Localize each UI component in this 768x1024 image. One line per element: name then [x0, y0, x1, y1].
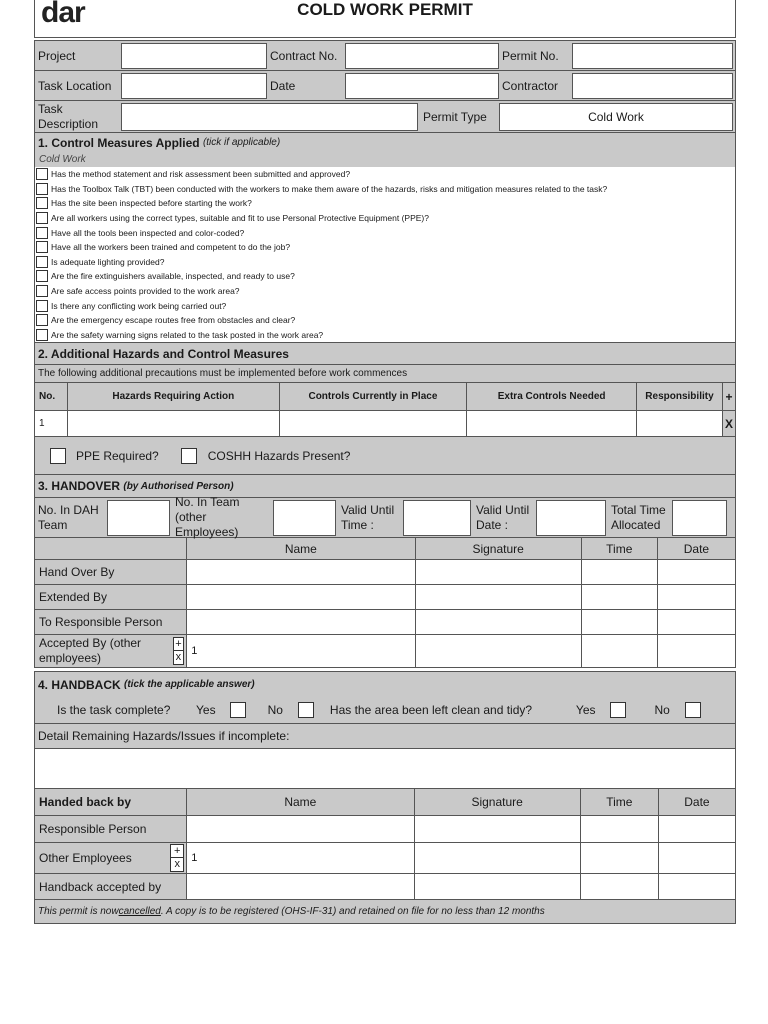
section4-title: 4. HANDBACK	[38, 677, 121, 692]
q-area-clean: Has the area been left clean and tidy?	[329, 703, 533, 718]
col-controls: Controls Currently in Place	[279, 383, 467, 411]
col-name: Name	[187, 789, 414, 816]
contract-no-field[interactable]	[345, 43, 499, 69]
date-cell[interactable]	[658, 816, 735, 843]
checklist-item	[35, 182, 735, 197]
section2-header	[34, 342, 736, 364]
checklist-item	[35, 211, 735, 226]
date-cell[interactable]	[657, 585, 735, 610]
name-cell[interactable]	[187, 874, 414, 900]
checklist-checkbox[interactable]	[36, 168, 48, 180]
total-time-label: Total Time Allocated	[611, 502, 666, 532]
section1-header	[34, 132, 736, 152]
table-row	[35, 610, 736, 635]
checklist-checkbox[interactable]	[36, 270, 48, 282]
signature-cell[interactable]	[415, 610, 581, 635]
handback-table	[34, 788, 736, 900]
name-cell[interactable]: 1	[187, 843, 414, 874]
section3-title: 3. HANDOVER	[38, 479, 121, 494]
time-cell[interactable]	[580, 874, 658, 900]
info-row-1	[34, 40, 736, 70]
checklist-item	[35, 196, 735, 211]
col-time: Time	[581, 538, 657, 560]
valid-date-label: Valid Until Date :	[476, 502, 530, 532]
checklist-checkbox[interactable]	[36, 183, 48, 195]
date-cell[interactable]	[657, 560, 735, 585]
section3-header	[34, 475, 736, 497]
handover-team-row	[34, 495, 736, 540]
hazard-cell[interactable]	[67, 411, 279, 437]
info-row-3	[34, 100, 736, 132]
permit-type-value: Cold Work	[499, 103, 733, 131]
q2-no-checkbox[interactable]	[685, 702, 701, 718]
col-hazards: Hazards Requiring Action	[67, 383, 279, 411]
date-cell[interactable]	[657, 610, 735, 635]
valid-time-label: Valid Until Time :	[341, 502, 395, 532]
date-field[interactable]	[345, 73, 499, 99]
section1-title: 1. Control Measures Applied	[38, 135, 200, 150]
checklist-label: Are the safety warning signs related to the task posted in the work area?	[51, 329, 324, 340]
checklist-checkbox[interactable]	[36, 241, 48, 253]
detail-label: Detail Remaining Hazards/Issues if incomplete:	[34, 723, 736, 748]
checklist-item	[35, 328, 735, 343]
detail-field[interactable]	[34, 748, 736, 788]
row-label: Responsible Person	[35, 816, 187, 843]
ppe-label: PPE Required?	[76, 448, 159, 463]
control-measures-checklist	[34, 167, 736, 342]
checklist-label: Is adequate lighting provided?	[51, 256, 165, 267]
row-label: Extended By	[35, 585, 187, 610]
project-field[interactable]	[121, 43, 267, 69]
signature-cell[interactable]	[415, 560, 581, 585]
valid-date-field[interactable]	[536, 500, 606, 536]
signature-cell[interactable]	[415, 635, 581, 668]
checklist-item	[35, 225, 735, 240]
other-team-field[interactable]	[273, 500, 336, 536]
permit-type-label: Permit Type	[423, 109, 487, 124]
checklist-item	[35, 240, 735, 255]
time-cell[interactable]	[581, 635, 657, 668]
task-description-label: Task Description	[38, 101, 99, 131]
task-location-label: Task Location	[38, 78, 112, 93]
handed-back-label: Handed back by	[35, 789, 187, 816]
time-cell[interactable]	[581, 610, 657, 635]
section4-note: (tick the applicable answer)	[124, 679, 255, 691]
col-signature: Signature	[415, 538, 581, 560]
remove-row-button[interactable]: X	[722, 411, 735, 437]
time-cell[interactable]	[580, 816, 658, 843]
checklist-item	[35, 313, 735, 328]
add-remove-control	[170, 844, 184, 872]
checklist-label: Has the Toolbox Talk (TBT) been conducted with the workers to make them aware of the hazards, risks and mitigation measures related to the task?	[51, 183, 608, 194]
add-row-button[interactable]: +	[722, 383, 735, 411]
table-row	[35, 874, 736, 900]
checklist-label: Are the emergency escape routes free from obstacles and clear?	[51, 315, 296, 326]
signature-cell[interactable]	[414, 816, 580, 843]
checklist-checkbox[interactable]	[36, 314, 48, 326]
date-label: Date	[270, 78, 296, 93]
q2-no-label: No	[654, 703, 670, 718]
section1-subtitle: Cold Work	[34, 152, 736, 167]
checklist-checkbox[interactable]	[36, 256, 48, 268]
dar-logo: dar	[41, 0, 85, 29]
signature-cell[interactable]	[415, 585, 581, 610]
valid-time-field[interactable]	[403, 500, 471, 536]
project-label: Project	[38, 48, 76, 63]
remove-employee-button[interactable]: x	[174, 858, 180, 871]
signature-cell[interactable]	[414, 874, 580, 900]
handback-header-row	[35, 789, 736, 816]
time-cell[interactable]	[580, 843, 658, 874]
col-time: Time	[580, 789, 658, 816]
footer-cancelled: cancelled	[118, 906, 161, 918]
col-date: Date	[658, 789, 735, 816]
permit-no-field[interactable]	[572, 43, 733, 69]
remove-employee-button[interactable]: x	[175, 651, 182, 664]
checklist-label: Have all the workers been trained and competent to do the job?	[51, 242, 291, 253]
handback-questions-row	[34, 697, 736, 723]
checklist-checkbox[interactable]	[36, 329, 48, 341]
q1-no-label: No	[267, 703, 283, 718]
row-label: Handback accepted by	[35, 874, 187, 900]
contractor-field[interactable]	[572, 73, 733, 99]
ppe-checkbox[interactable]	[50, 448, 66, 464]
checklist-checkbox[interactable]	[36, 212, 48, 224]
name-cell[interactable]	[187, 610, 415, 635]
dah-team-label: No. In DAH Team	[38, 502, 99, 532]
add-employee-button[interactable]: +	[175, 638, 182, 651]
q1-yes-label: Yes	[196, 703, 216, 718]
signature-cell[interactable]	[414, 843, 580, 874]
col-date: Date	[657, 538, 735, 560]
date-cell[interactable]	[658, 843, 735, 874]
handover-header-row	[35, 538, 736, 560]
info-row-2	[34, 70, 736, 100]
col-name: Name	[187, 538, 415, 560]
contractor-label: Contractor	[502, 78, 559, 93]
task-location-field[interactable]	[121, 73, 267, 99]
table-row	[35, 843, 736, 874]
responsibility-cell[interactable]	[637, 411, 723, 437]
row-label: Other Employees	[39, 851, 132, 866]
permit-form	[34, 0, 736, 924]
footer-text-pre: This permit is now	[38, 906, 119, 918]
checklist-label: Is there any conflicting work being carried out?	[51, 300, 227, 311]
table-row	[35, 560, 736, 585]
controls-cell[interactable]	[279, 411, 467, 437]
dah-team-field[interactable]	[107, 500, 170, 536]
date-cell[interactable]	[657, 635, 735, 668]
footer-note	[34, 900, 736, 924]
row-label: Hand Over By	[35, 560, 187, 585]
checklist-checkbox[interactable]	[36, 227, 48, 239]
task-description-field[interactable]	[121, 103, 418, 131]
checklist-label: Has the method statement and risk assessment been submitted and approved?	[51, 169, 351, 180]
contract-no-label: Contract No.	[270, 48, 338, 63]
col-no: No.	[35, 383, 68, 411]
total-time-field[interactable]	[672, 500, 727, 536]
coshh-label: COSHH Hazards Present?	[207, 448, 351, 463]
row-label: Accepted By (other employees)	[39, 636, 142, 666]
checklist-label: Are the fire extinguishers available, inspected, and ready to use?	[51, 271, 295, 282]
checklist-label: Has the site been inspected before starting the work?	[51, 198, 252, 209]
extra-controls-cell[interactable]	[467, 411, 637, 437]
row-label: To Responsible Person	[35, 610, 187, 635]
q2-yes-checkbox[interactable]	[610, 702, 626, 718]
q-task-complete: Is the task complete?	[57, 703, 171, 718]
table-row	[35, 816, 736, 843]
footer-text-post: . A copy is to be registered (OHS-IF-31) and retained on file for no less than 12 months	[160, 906, 545, 918]
col-signature: Signature	[414, 789, 580, 816]
section2-title: 2. Additional Hazards and Control Measures	[38, 346, 289, 361]
name-cell[interactable]: 1	[187, 635, 415, 668]
date-cell[interactable]	[658, 874, 735, 900]
section1-note: (tick if applicable)	[202, 137, 281, 148]
table-row	[35, 585, 736, 610]
checklist-checkbox[interactable]	[36, 197, 48, 209]
row-number: 1	[35, 411, 68, 437]
ppe-coshh-row	[34, 437, 736, 475]
header	[34, 0, 736, 38]
time-cell[interactable]	[581, 585, 657, 610]
add-remove-control	[173, 637, 185, 665]
checklist-item	[35, 269, 735, 284]
name-cell[interactable]	[187, 585, 415, 610]
page-title: COLD WORK PERMIT	[297, 0, 473, 19]
permit-no-label: Permit No.	[502, 48, 559, 63]
checklist-item	[35, 298, 735, 313]
col-responsibility: Responsibility	[637, 383, 723, 411]
checklist-label: Have all the tools been inspected and color-coded?	[51, 227, 245, 238]
section3-note: (by Authorised Person)	[123, 480, 234, 492]
col-extra-controls: Extra Controls Needed	[467, 383, 637, 411]
coshh-checkbox[interactable]	[181, 448, 197, 464]
table-row	[35, 635, 736, 668]
add-employee-button[interactable]: +	[171, 845, 183, 858]
hazards-header-row	[35, 383, 736, 411]
other-team-label: No. In Team (other Employees)	[175, 495, 240, 540]
section2-note: The following additional precautions must be implemented before work commences	[34, 364, 736, 382]
checklist-item	[35, 284, 735, 299]
table-row	[35, 411, 736, 437]
q1-yes-checkbox[interactable]	[230, 702, 246, 718]
q2-yes-label: Yes	[575, 703, 596, 718]
name-cell[interactable]	[187, 560, 415, 585]
checklist-checkbox[interactable]	[36, 300, 48, 312]
section4-header	[34, 671, 736, 697]
checklist-checkbox[interactable]	[36, 285, 48, 297]
checklist-label: Are all workers using the correct types, suitable and fit to use Personal Protective Equipment (PPE)?	[51, 213, 429, 224]
q1-no-checkbox[interactable]	[298, 702, 314, 718]
time-cell[interactable]	[581, 560, 657, 585]
checklist-label: Are safe access points provided to the work area?	[51, 286, 240, 297]
name-cell[interactable]	[187, 816, 414, 843]
checklist-item	[35, 255, 735, 270]
checklist-item	[35, 167, 735, 182]
handover-table	[34, 537, 736, 668]
hazards-table	[34, 382, 736, 437]
